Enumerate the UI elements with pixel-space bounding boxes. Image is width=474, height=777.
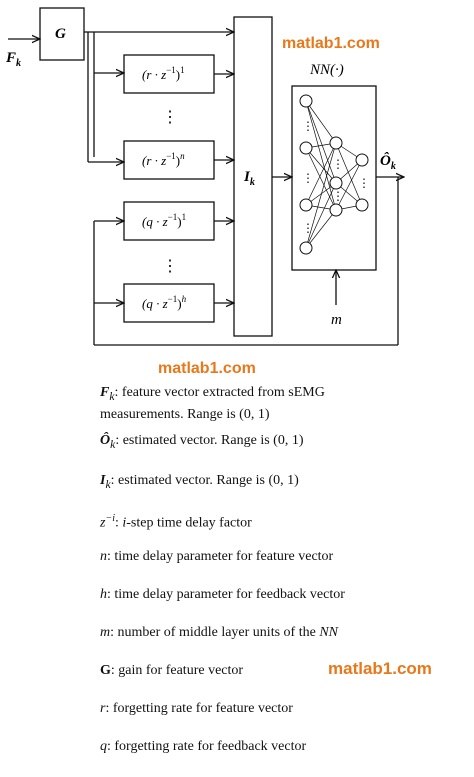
nn-dots: ⋮ xyxy=(358,176,370,190)
nn-dots: ⋮ xyxy=(302,119,314,133)
legend-item-z: $z^{-i}$: i-step time delay factor xyxy=(100,513,252,531)
nn-output-node xyxy=(356,154,368,166)
legend-item-ik: $I_k$: estimated vector. Range is (0, 1) xyxy=(100,473,299,491)
input-label: $F_k$ xyxy=(6,50,22,69)
legend-item-q: q: forgetting rate for feedback vector xyxy=(100,739,307,754)
delay-label-r-n: $(r \cdot z^{-1})^n$ xyxy=(142,151,185,168)
delay-label-q-1: $(q \cdot z^{-1})^1$ xyxy=(142,212,187,229)
feature-delay-ellipsis: ⋮ xyxy=(162,109,178,126)
delay-label-q-h: $(q \cdot z^{-1})^h$ xyxy=(142,294,187,311)
legend-item-ok: $Ô_k$: estimated vector. Range is (0, 1) xyxy=(100,433,304,451)
watermark: matlab1.com xyxy=(328,659,432,678)
system-diagram xyxy=(0,0,474,380)
watermark: matlab1.com xyxy=(282,35,380,52)
collector-label: $I_k$ xyxy=(244,169,255,188)
watermark: matlab1.com xyxy=(158,360,256,377)
nn-middle-node xyxy=(330,137,342,149)
nn-output-node xyxy=(356,199,368,211)
nn-dots: ⋮ xyxy=(302,221,314,235)
legend-item-fk: $F_k$: feature vector extracted from sEMG measurements. Range is (0, 1) xyxy=(100,385,325,422)
nn-input-node xyxy=(300,95,312,107)
nn-dots: ⋮ xyxy=(332,189,344,203)
output-label: $Ô_k$ xyxy=(380,153,396,172)
feedback-delay-ellipsis: ⋮ xyxy=(162,258,178,275)
gain-label: G xyxy=(55,26,66,42)
nn-input-node xyxy=(300,142,312,154)
nn-network xyxy=(306,101,362,248)
nn-dots: ⋮ xyxy=(332,157,344,171)
legend-item-m: m: number of middle layer units of the NN xyxy=(100,625,338,640)
legend-item-n: n: time delay parameter for feature vector xyxy=(100,549,334,564)
nn-label: NN(·) xyxy=(310,62,344,78)
legend-item-h: h: time delay parameter for feedback vector xyxy=(100,587,345,602)
legend-item-r: r: forgetting rate for feature vector xyxy=(100,701,293,716)
delay-label-r-1: $(r \cdot z^{-1})^1$ xyxy=(142,65,185,82)
middle-layer-label: m xyxy=(331,312,342,328)
legend-item-g: G: gain for feature vector xyxy=(100,663,244,678)
nn-input-node xyxy=(300,199,312,211)
nn-middle-node xyxy=(330,204,342,216)
nn-middle-node xyxy=(330,177,342,189)
nn-dots: ⋮ xyxy=(302,171,314,185)
nn-input-node xyxy=(300,242,312,254)
